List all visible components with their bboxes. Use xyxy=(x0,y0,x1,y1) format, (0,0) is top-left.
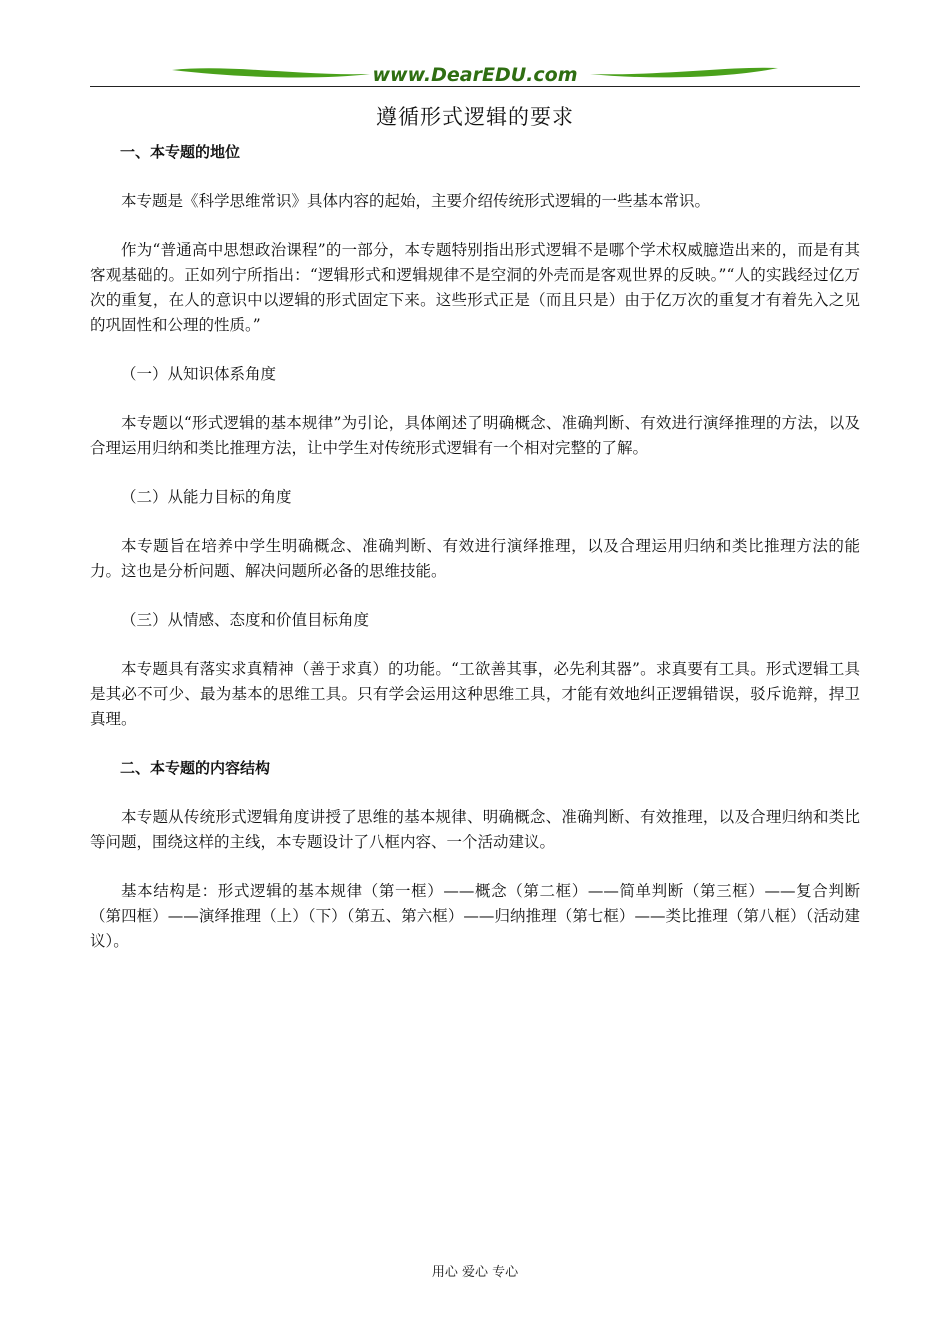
subheading-2: （二）从能力目标的角度 xyxy=(121,488,292,506)
page-title: 遵循形式逻辑的要求 xyxy=(376,105,574,129)
subheading-1: （一）从知识体系角度 xyxy=(121,365,277,383)
paragraph-4: 本专题旨在培养中学生明确概念、准确判断、有效进行演绎推理，以及合理运用归纳和类比推理方法的能力。这也是分析问题、解决问题所必备的思维技能。 xyxy=(90,537,860,580)
paragraph-1: 本专题是《科学思维常识》具体内容的起始，主要介绍传统形式逻辑的一些基本常识。 xyxy=(121,192,711,210)
subheading-3: （三）从情感、态度和价值目标角度 xyxy=(121,611,370,629)
section-heading-1: 一、本专题的地位 xyxy=(120,143,241,161)
paragraph-2: 作为“普通高中思想政治课程”的一部分，本专题特别指出形式逻辑不是哪个学术权威臆造出来的，而是有其客观基础的。正如列宁所指出：“逻辑形式和逻辑规律不是空洞的外壳而是客观世界的反映。”“人的实践经过亿万次的重复，在人的意识中以逻辑的形式固定下来。这些形式正是（而且只是）由于亿万次的重复才有着先入之见的巩固性和公理的性质。” xyxy=(90,241,860,334)
page-footer: 用心 爱心 专心 xyxy=(431,1265,519,1280)
logo-text: www.DearEDU.com xyxy=(372,64,578,86)
header-logo xyxy=(170,62,780,86)
paragraph-5: 本专题具有落实求真精神（善于求真）的功能。“工欲善其事，必先利其器”。求真要有工具。形式逻辑工具是其必不可少、最为基本的思维工具。只有学会运用这种思维工具，才能有效地纠正逻辑错误，驳斥诡辩，捍卫真理。 xyxy=(90,660,860,728)
header-rule xyxy=(90,86,860,87)
paragraph-6: 本专题从传统形式逻辑角度讲授了思维的基本规律、明确概念、准确判断、有效推理，以及合理归纳和类比等问题，围绕这样的主线，本专题设计了八框内容、一个活动建议。 xyxy=(90,808,860,851)
paragraph-7: 基本结构是：形式逻辑的基本规律（第一框）——概念（第二框）——简单判断（第三框）——复合判断（第四框）——演绎推理（上）（下）（第五、第六框）——归纳推理（第七框）——类比推理（第八框）（活动建议）。 xyxy=(90,882,860,950)
logo-swoosh-left xyxy=(172,68,370,77)
paragraph-3: 本专题以“形式逻辑的基本规律”为引论，具体阐述了明确概念、准确判断、有效进行演绎推理的方法，以及合理运用归纳和类比推理方法，让中学生对传统形式逻辑有一个相对完整的了解。 xyxy=(90,414,860,457)
document-body xyxy=(90,140,860,954)
section-heading-2: 二、本专题的内容结构 xyxy=(120,759,271,777)
logo-swoosh-right xyxy=(590,68,778,78)
